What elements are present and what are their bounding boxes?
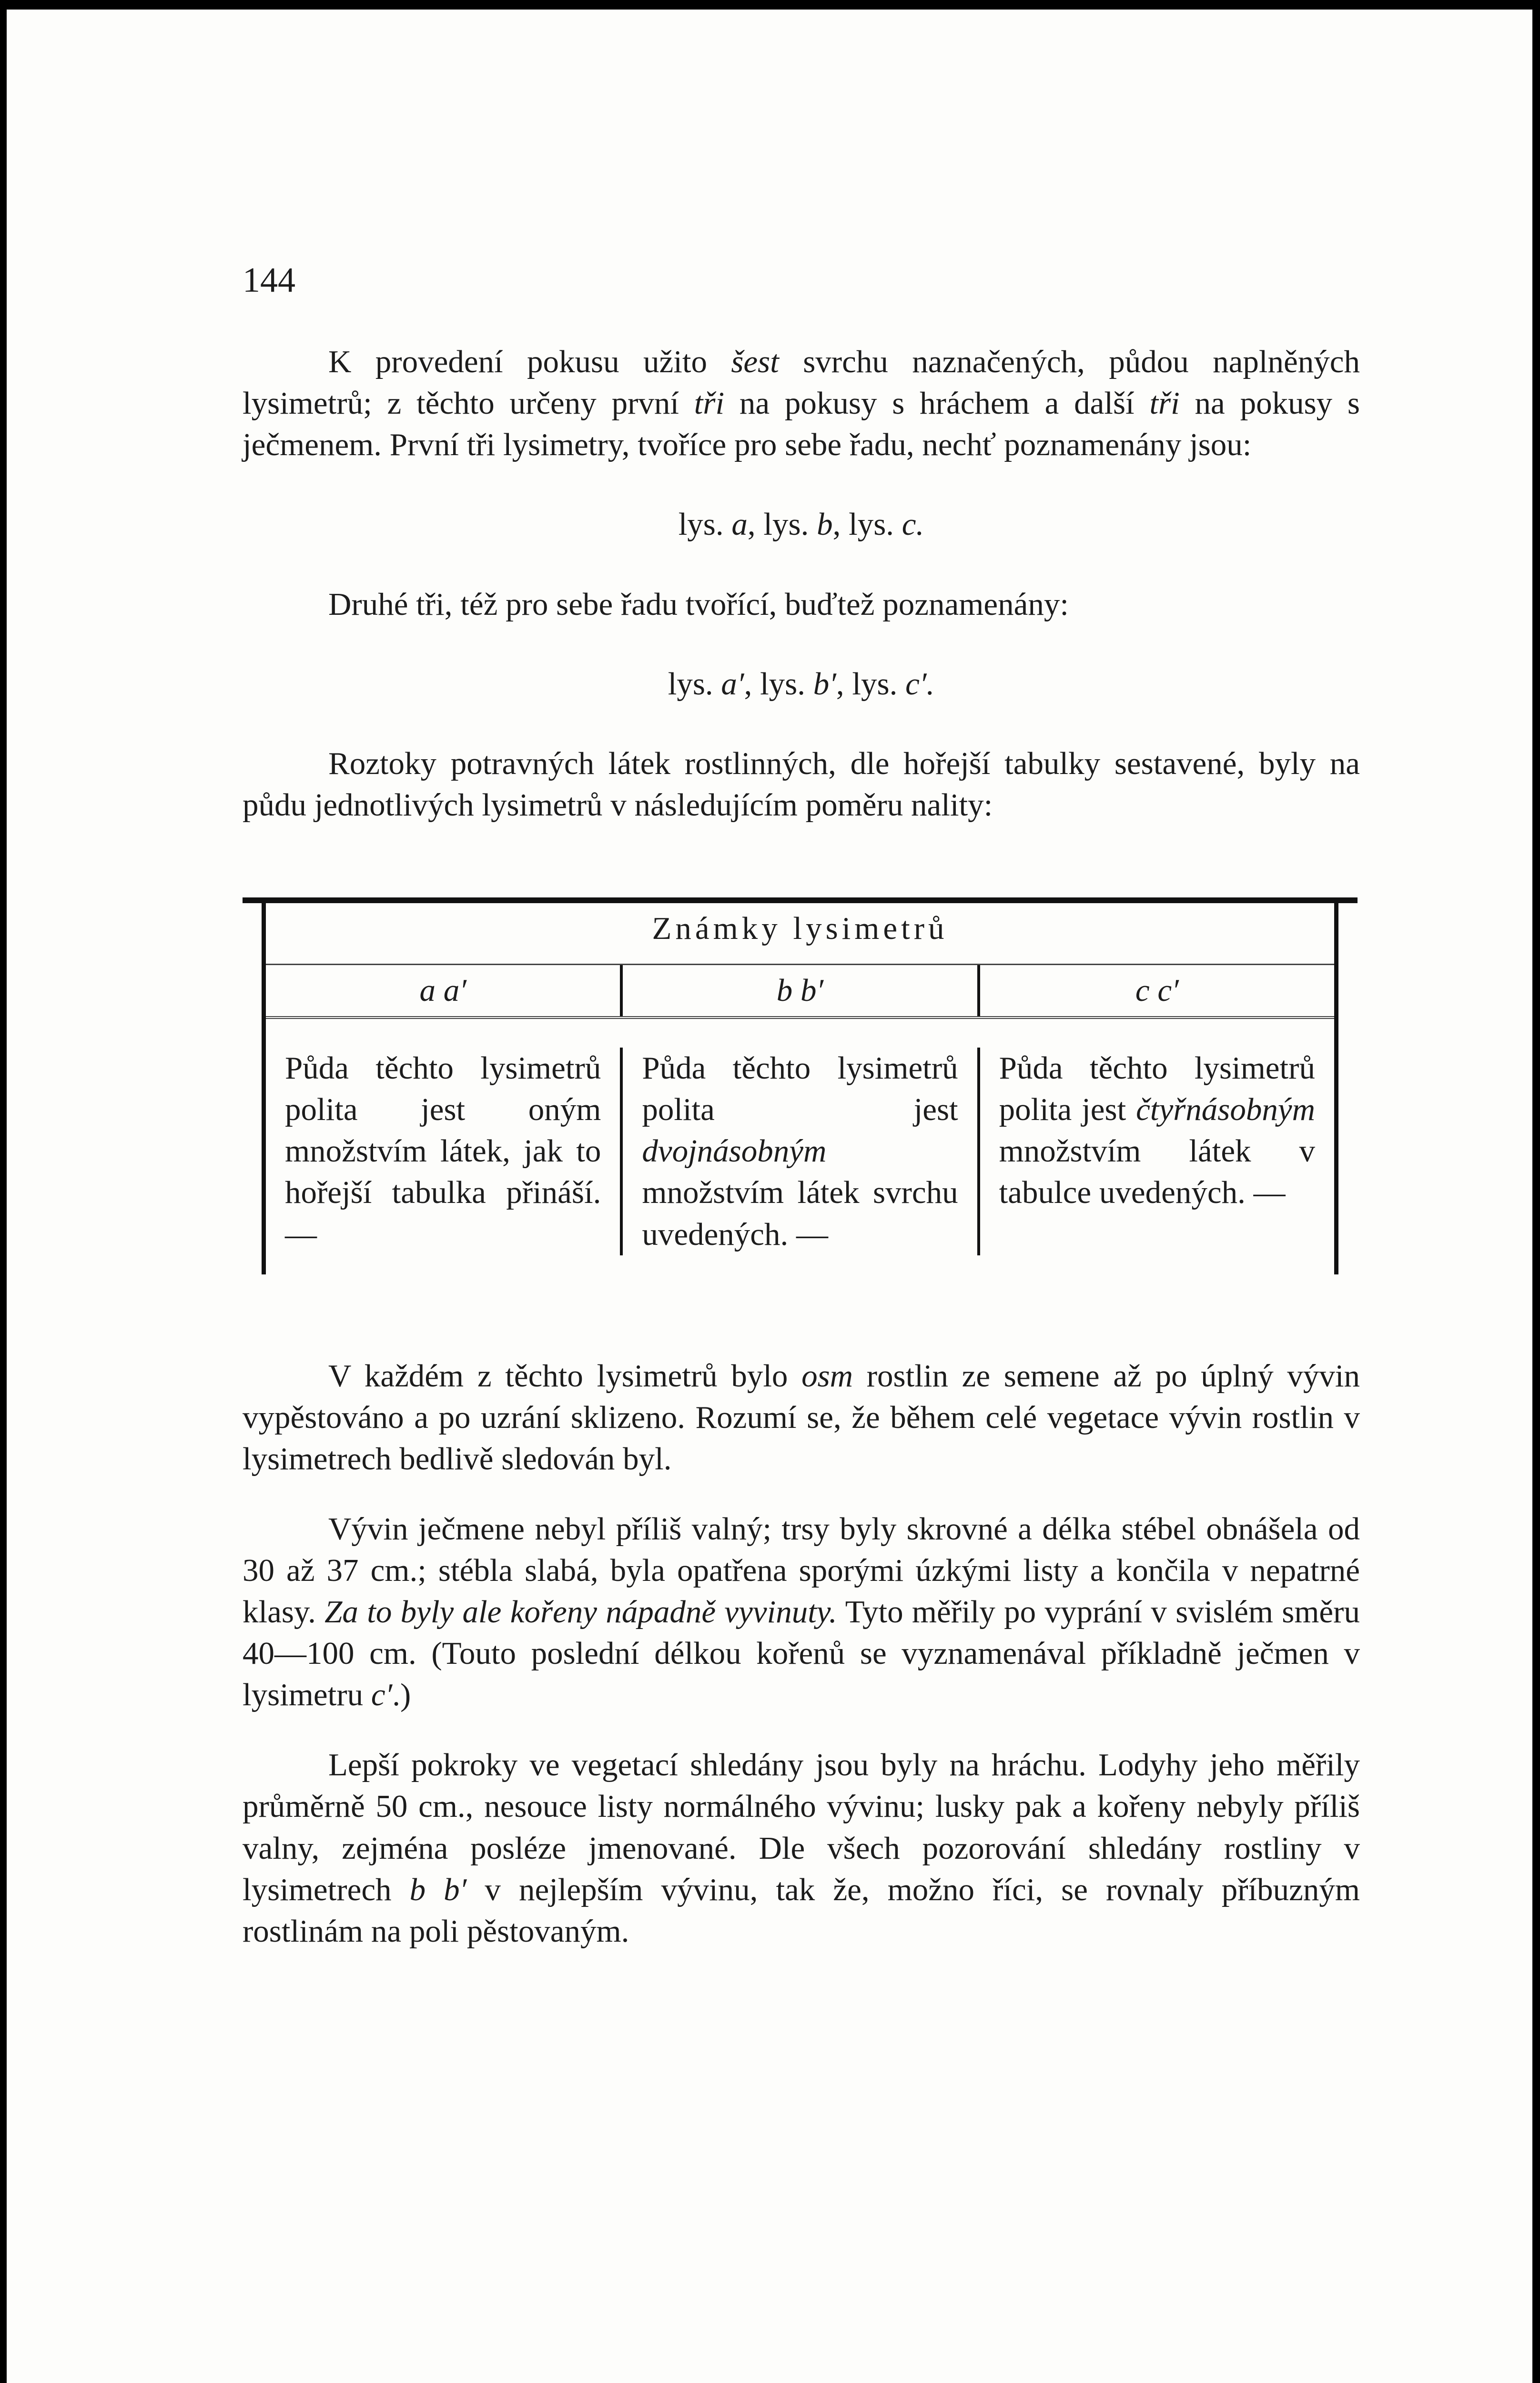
paragraph-6: Lepší pokroky ve vegetací shledány jsou byly na hráchu. Lodyhy jeho měřily průměrně 50 cm., nesouce listy normálného vývinu; lusky pak a kořeny nebyly příliš valny, zejména posléze jmenované. Dle všech pozorování shledány rostliny v lysimetrech b b′ v nejlepším vývinu, tak že, možno říci, se rovnaly příbuzným rostlinám na poli pěstovaným. (243, 1747, 1360, 1949)
table-title: Známky lysimetrů (266, 903, 1334, 965)
page-number: 144 (243, 261, 295, 300)
page-content (243, 257, 1360, 1952)
table-body (266, 1019, 1334, 1255)
column-header-b: b b′ (620, 965, 977, 1016)
lysimeter-table (243, 897, 1358, 1274)
table-cell-a: Půda těchto lysimetrů polita jest oným množstvím látek, jak to hořejší tabulka přináší. — (285, 1050, 601, 1252)
paragraph-2: Druhé tři, též pro sebe řadu tvořící, buďtež poznamenány: (328, 586, 1069, 622)
column-header-c: c c′ (977, 965, 1334, 1016)
table-cell-b: Půda těchto lysimetrů polita jest dvojnásobným množstvím látek svrchu uvedených. — (620, 1048, 977, 1255)
paragraph-4: V každém z těchto lysimetrů bylo osm rostlin ze semene až po úplný vývin vypěstováno a po uzrání sklizeno. Rozumí se, že během celé vegetace vývin rostlin v lysimetrech bedlivě sledován byl. (243, 1358, 1360, 1477)
table-cell-c: Půda těchto lysimetrů polita jest čtyřnásobným množstvím látek v tabulce uvedených. — (977, 1048, 1334, 1255)
table-frame (262, 903, 1338, 1274)
paragraph-5: Vývin ječmene nebyl příliš valný; trsy byly skrovné a délka stébel obnášela od 30 až 37 cm.; stébla slabá, byla opatřena sporými úzkými listy a končila v nepatrné klasy. Za to byly ale kořeny nápadně vyvinuty. Tyto měřily po vyprání v svislém směru 40—100 cm. (Touto poslední délkou kořenů se vyznamenával příkladně ječmen v lysimetru c′.) (243, 1511, 1360, 1713)
table-top-rule (243, 897, 1358, 903)
column-header-a: a a′ (419, 973, 466, 1008)
paragraph-1: K provedení pokusu užito šest svrchu naznačených, půdou naplněných lysimetrů; z těchto určeny první tři na pokusy s hráchem a další tři na pokusy s ječmenem. První tři lysimetry, tvoříce pro sebe řadu, nechť poznamenány jsou: (243, 344, 1360, 463)
lysimeter-series-1: lys. a, lys. b, lys. c. (678, 507, 924, 542)
paragraph-3: Roztoky potravných látek rostlinných, dle hořejší tabulky sestavené, byly na půdu jednotlivých lysimetrů v následujícím poměru nality: (243, 745, 1360, 823)
table-column-headers (266, 965, 1334, 1019)
lysimeter-series-2: lys. a′, lys. b′, lys. c′. (668, 666, 935, 702)
page (7, 10, 1532, 2383)
